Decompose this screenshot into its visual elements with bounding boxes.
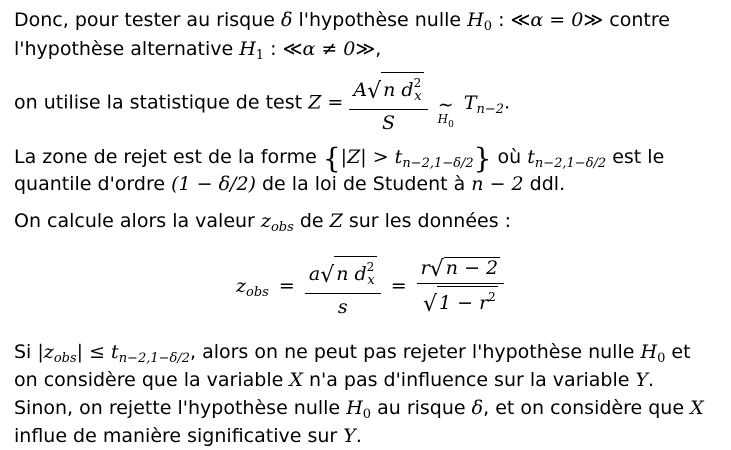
text: on utilise la statistique de test xyxy=(14,91,303,114)
text: Donc, pour tester au risque xyxy=(14,9,275,31)
text: l'hypothèse alternative xyxy=(14,38,234,60)
rejection-set: $\{|Z| > t_{n-2,1-\delta/2}\}$ xyxy=(322,142,492,175)
observed-value-line xyxy=(14,209,511,240)
quantile-order: (1 − δ/2) xyxy=(171,173,256,195)
h0-symbol: $H_0$ xyxy=(640,341,666,366)
h0-symbol: $H_0$ xyxy=(467,9,493,34)
rejection-zone-line-2 xyxy=(14,172,565,196)
fraction-a-s: $\frac{a√ n d^2_x}{s}$ xyxy=(305,256,381,318)
null-hypothesis-expr: α = 0 xyxy=(530,9,584,31)
text: l'hypothèse nulle xyxy=(298,9,462,31)
conclusion-line-1 xyxy=(14,340,691,371)
text: et xyxy=(671,341,691,363)
hypothesis-line-1 xyxy=(14,8,670,39)
z-equals: Z = xyxy=(308,91,344,114)
text: ddl. xyxy=(529,173,566,195)
degrees-of-freedom: n − 2 xyxy=(471,173,524,195)
y-variable: Y xyxy=(343,425,356,447)
conclusion-line-4: influe de manière significative sur Y. xyxy=(14,425,362,447)
text: influe de manière significative sur xyxy=(14,425,338,447)
text: : ≪ xyxy=(498,9,531,31)
delta-symbol: δ xyxy=(280,9,293,31)
hypothesis-line-2 xyxy=(14,37,381,68)
text: quantile d'ordre xyxy=(14,173,166,195)
text: où xyxy=(497,146,522,168)
display-equation xyxy=(236,254,504,318)
h0-symbol: $H_0$ xyxy=(346,397,372,422)
conclusion-line-2: on considère que la variable X n'a pas d'influence sur la variable Y. xyxy=(14,369,655,391)
equals: = xyxy=(278,275,295,297)
text: Si xyxy=(14,341,32,363)
text: La zone de rejet est de la forme xyxy=(14,146,317,168)
text: On calcule alors la valeur xyxy=(14,210,255,232)
conclusion-line-3 xyxy=(14,396,704,427)
zobs-lhs: $z_{obs}$ xyxy=(236,275,269,300)
text: est le xyxy=(612,146,665,168)
test-statistic-fraction: $\frac{A√ n d^2_x}{S}$ xyxy=(349,72,427,134)
text: : ≪ xyxy=(270,38,303,60)
text: ≫ contre xyxy=(583,9,670,31)
text: de la loi de Student à xyxy=(262,173,466,195)
text: , alors on ne peut pas rejeter l'hypothèse nulle xyxy=(190,341,635,363)
text: ≫, xyxy=(355,38,382,60)
text: n'a pas d'influence sur la variable xyxy=(308,369,630,391)
delta-symbol: δ xyxy=(471,397,484,419)
distributed-under-h0: ∼ $H_0$ xyxy=(437,93,454,130)
alt-hypothesis-expr: α ≠ 0 xyxy=(302,38,356,60)
x-variable: X xyxy=(690,397,704,419)
text: Sinon, on rejette l'hypothèse nulle xyxy=(14,397,341,419)
acceptance-condition: $|z_{obs}| \le t_{n-2,1-\delta/2}$ xyxy=(37,341,190,366)
quantile-symbol: $t_{n-2,1-\delta/2}$ xyxy=(527,146,607,171)
z-symbol: Z xyxy=(329,210,343,232)
h1-symbol: $H_1$ xyxy=(239,38,265,63)
x-variable: X xyxy=(289,369,303,391)
y-variable: Y xyxy=(635,369,649,391)
zobs-symbol: $z_{obs}$ xyxy=(260,210,294,235)
equals: = xyxy=(390,275,407,297)
text: , et on considère que xyxy=(483,397,685,419)
text: sur les données : xyxy=(348,210,512,232)
text: au risque xyxy=(377,397,466,419)
text: de xyxy=(299,210,324,232)
fraction-r: $\frac{r√ n - 2}{√ 1 - r^2}$ xyxy=(417,257,504,316)
test-statistic-line: on utilise la statistique de test Z = $\frac{A√ n d^2_x}{S}$ ∼ $H_0$ $T_{n-2}$. xyxy=(14,72,510,132)
text: on considère que la variable xyxy=(14,369,284,391)
student-t: $T_{n-2}$ xyxy=(463,91,505,117)
